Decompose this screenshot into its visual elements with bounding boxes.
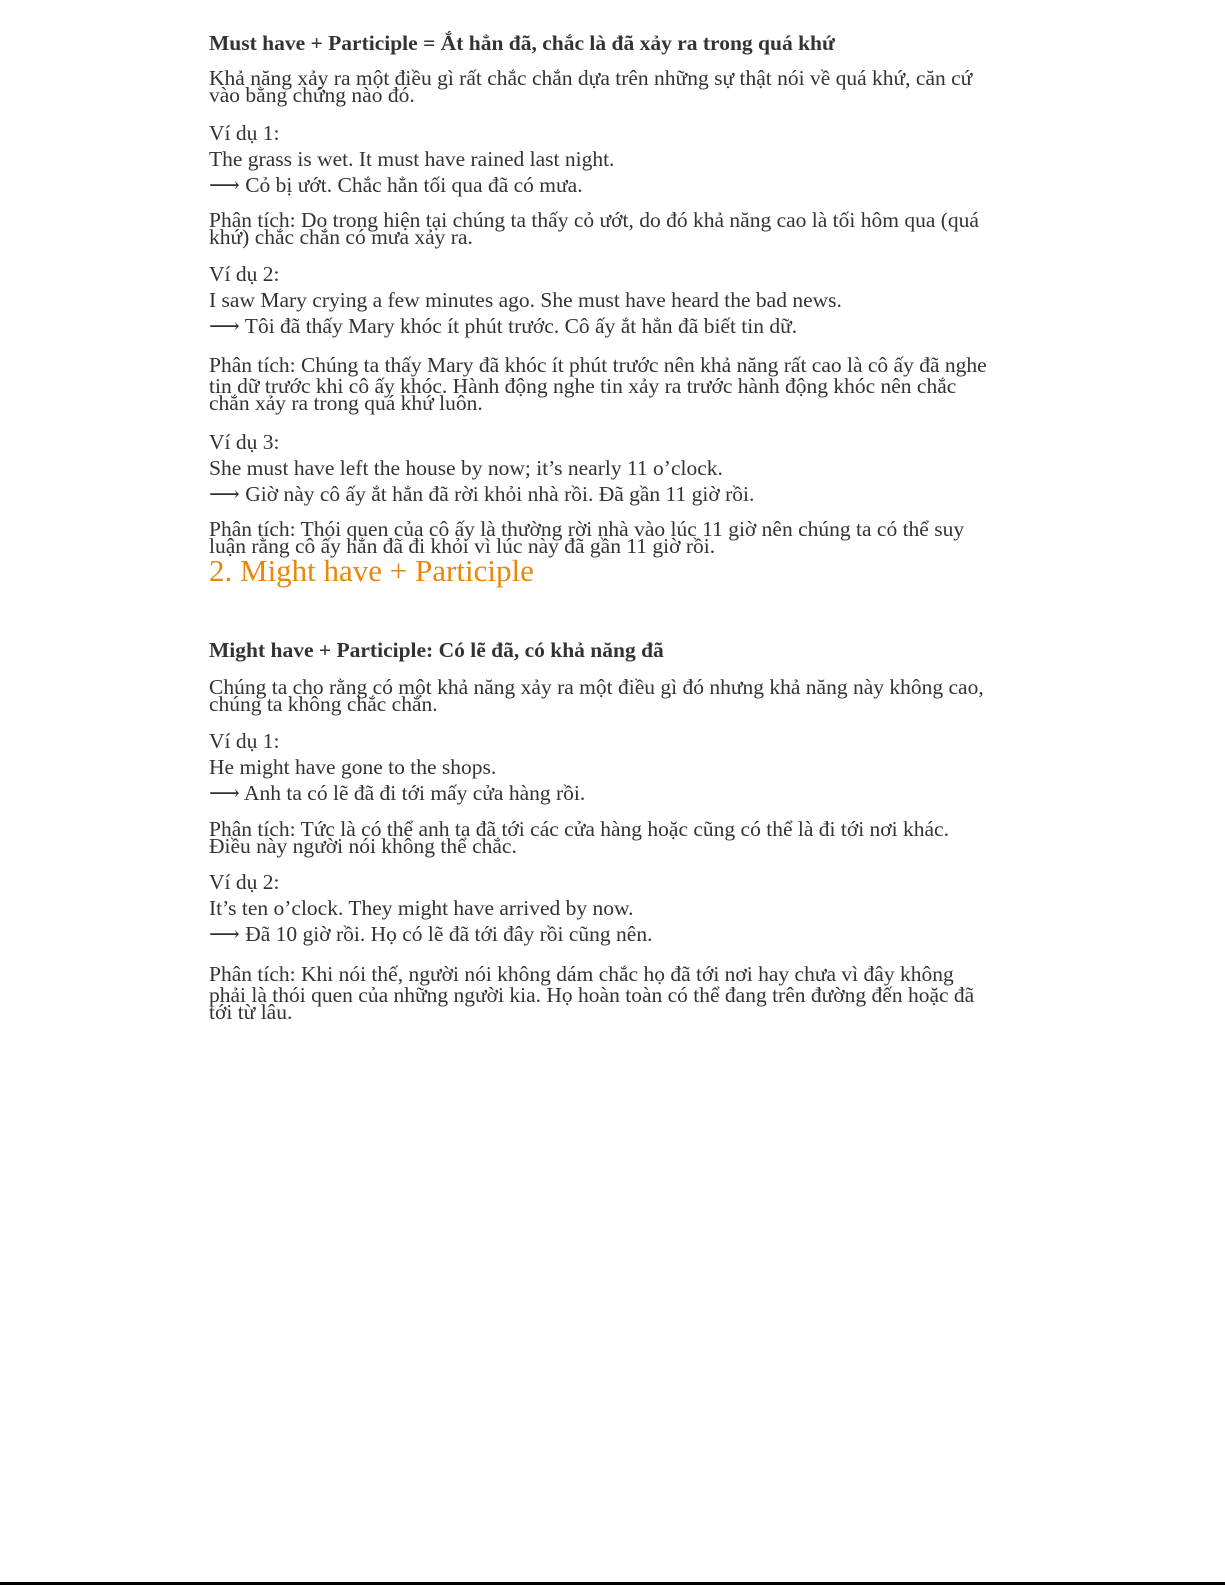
example-english: The grass is wet. It must have rained last night.	[209, 147, 615, 171]
analysis-line: Điều này người nói không thể chắc.	[209, 834, 517, 858]
example-analysis	[209, 352, 1029, 415]
analysis-line: khứ) chắc chắn có mưa xảy ra.	[209, 225, 473, 249]
intro-line: chúng ta không chắc chắn.	[209, 692, 438, 716]
section2-heading: Might have + Participle: Có lẽ đã, có khả năng đã	[209, 638, 664, 662]
section2-intro	[209, 675, 1029, 716]
analysis-line: Phân tích: Chúng ta thấy Mary đã khóc ít phút trước nên khả năng rất cao là cô ấy đã nghe	[209, 353, 987, 377]
section1-intro	[209, 66, 1029, 107]
example-label: Ví dụ 1:	[209, 729, 280, 753]
example-label: Ví dụ 1:	[209, 121, 280, 145]
example-vietnamese: ⟶ Tôi đã thấy Mary khóc ít phút trước. Cô ấy ắt hẳn đã biết tin dữ.	[209, 314, 798, 338]
example-analysis	[209, 817, 1029, 858]
example-vietnamese: ⟶ Cỏ bị ướt. Chắc hẳn tối qua đã có mưa.	[209, 173, 583, 197]
analysis-line: Phân tích: Khi nói thế, người nói không dám chắc họ đã tới nơi hay chưa vì đây không	[209, 962, 954, 986]
analysis-line: tới từ lâu.	[209, 1000, 293, 1024]
example-english: He might have gone to the shops.	[209, 755, 497, 779]
analysis-line: phải là thói quen của những người kia. Họ hoàn toàn có thể đang trên đường đến hoặc đã	[209, 983, 975, 1007]
intro-line: Chúng ta cho rằng có một khả năng xảy ra một điều gì đó nhưng khả năng này không cao,	[209, 675, 984, 699]
example-label: Ví dụ 2:	[209, 262, 280, 286]
analysis-line: tin dữ trước khi cô ấy khóc. Hành động nghe tin xảy ra trước hành động khóc nên chắc	[209, 374, 957, 398]
example-analysis	[209, 961, 1029, 1024]
intro-line: Khả năng xảy ra một điều gì rất chắc chắn dựa trên những sự thật nói về quá khứ, căn cứ	[209, 66, 973, 90]
example-vietnamese: ⟶ Anh ta có lẽ đã đi tới mấy cửa hàng rồi.	[209, 781, 586, 805]
section2-title: 2. Might have + Participle	[209, 553, 534, 588]
analysis-line: Phân tích: Tức là có thể anh ta đã tới các cửa hàng hoặc cũng có thể là đi tới nơi khác.	[209, 817, 949, 841]
analysis-line: chắn xảy ra trong quá khứ luôn.	[209, 391, 483, 415]
example-analysis	[209, 517, 1029, 558]
example-label: Ví dụ 2:	[209, 870, 280, 894]
example-analysis	[209, 208, 1029, 249]
analysis-line: luận rằng cô ấy hẳn đã đi khỏi vì lúc này đã gần 11 giờ rồi.	[209, 534, 716, 558]
example-english: She must have left the house by now; it’s nearly 11 o’clock.	[209, 456, 723, 480]
example-vietnamese: ⟶ Giờ này cô ấy ắt hẳn đã rời khỏi nhà rồi. Đã gần 11 giờ rồi.	[209, 482, 755, 506]
example-label: Ví dụ 3:	[209, 430, 280, 454]
analysis-line: Phân tích: Do trong hiện tại chúng ta thấy cỏ ướt, do đó khả năng cao là tối hôm qua (quá	[209, 208, 979, 232]
example-english: I saw Mary crying a few minutes ago. She must have heard the bad news.	[209, 288, 842, 312]
example-vietnamese: ⟶ Đã 10 giờ rồi. Họ có lẽ đã tới đây rồi cũng nên.	[209, 922, 653, 946]
example-english: It’s ten o’clock. They might have arrived by now.	[209, 896, 634, 920]
intro-line: vào bằng chứng nào đó.	[209, 83, 415, 107]
section1-heading: Must have + Participle = Ắt hẳn đã, chắc là đã xảy ra trong quá khứ	[209, 31, 835, 55]
analysis-line: Phân tích: Thói quen của cô ấy là thường rời nhà vào lúc 11 giờ nên chúng ta có thể suy	[209, 517, 965, 541]
